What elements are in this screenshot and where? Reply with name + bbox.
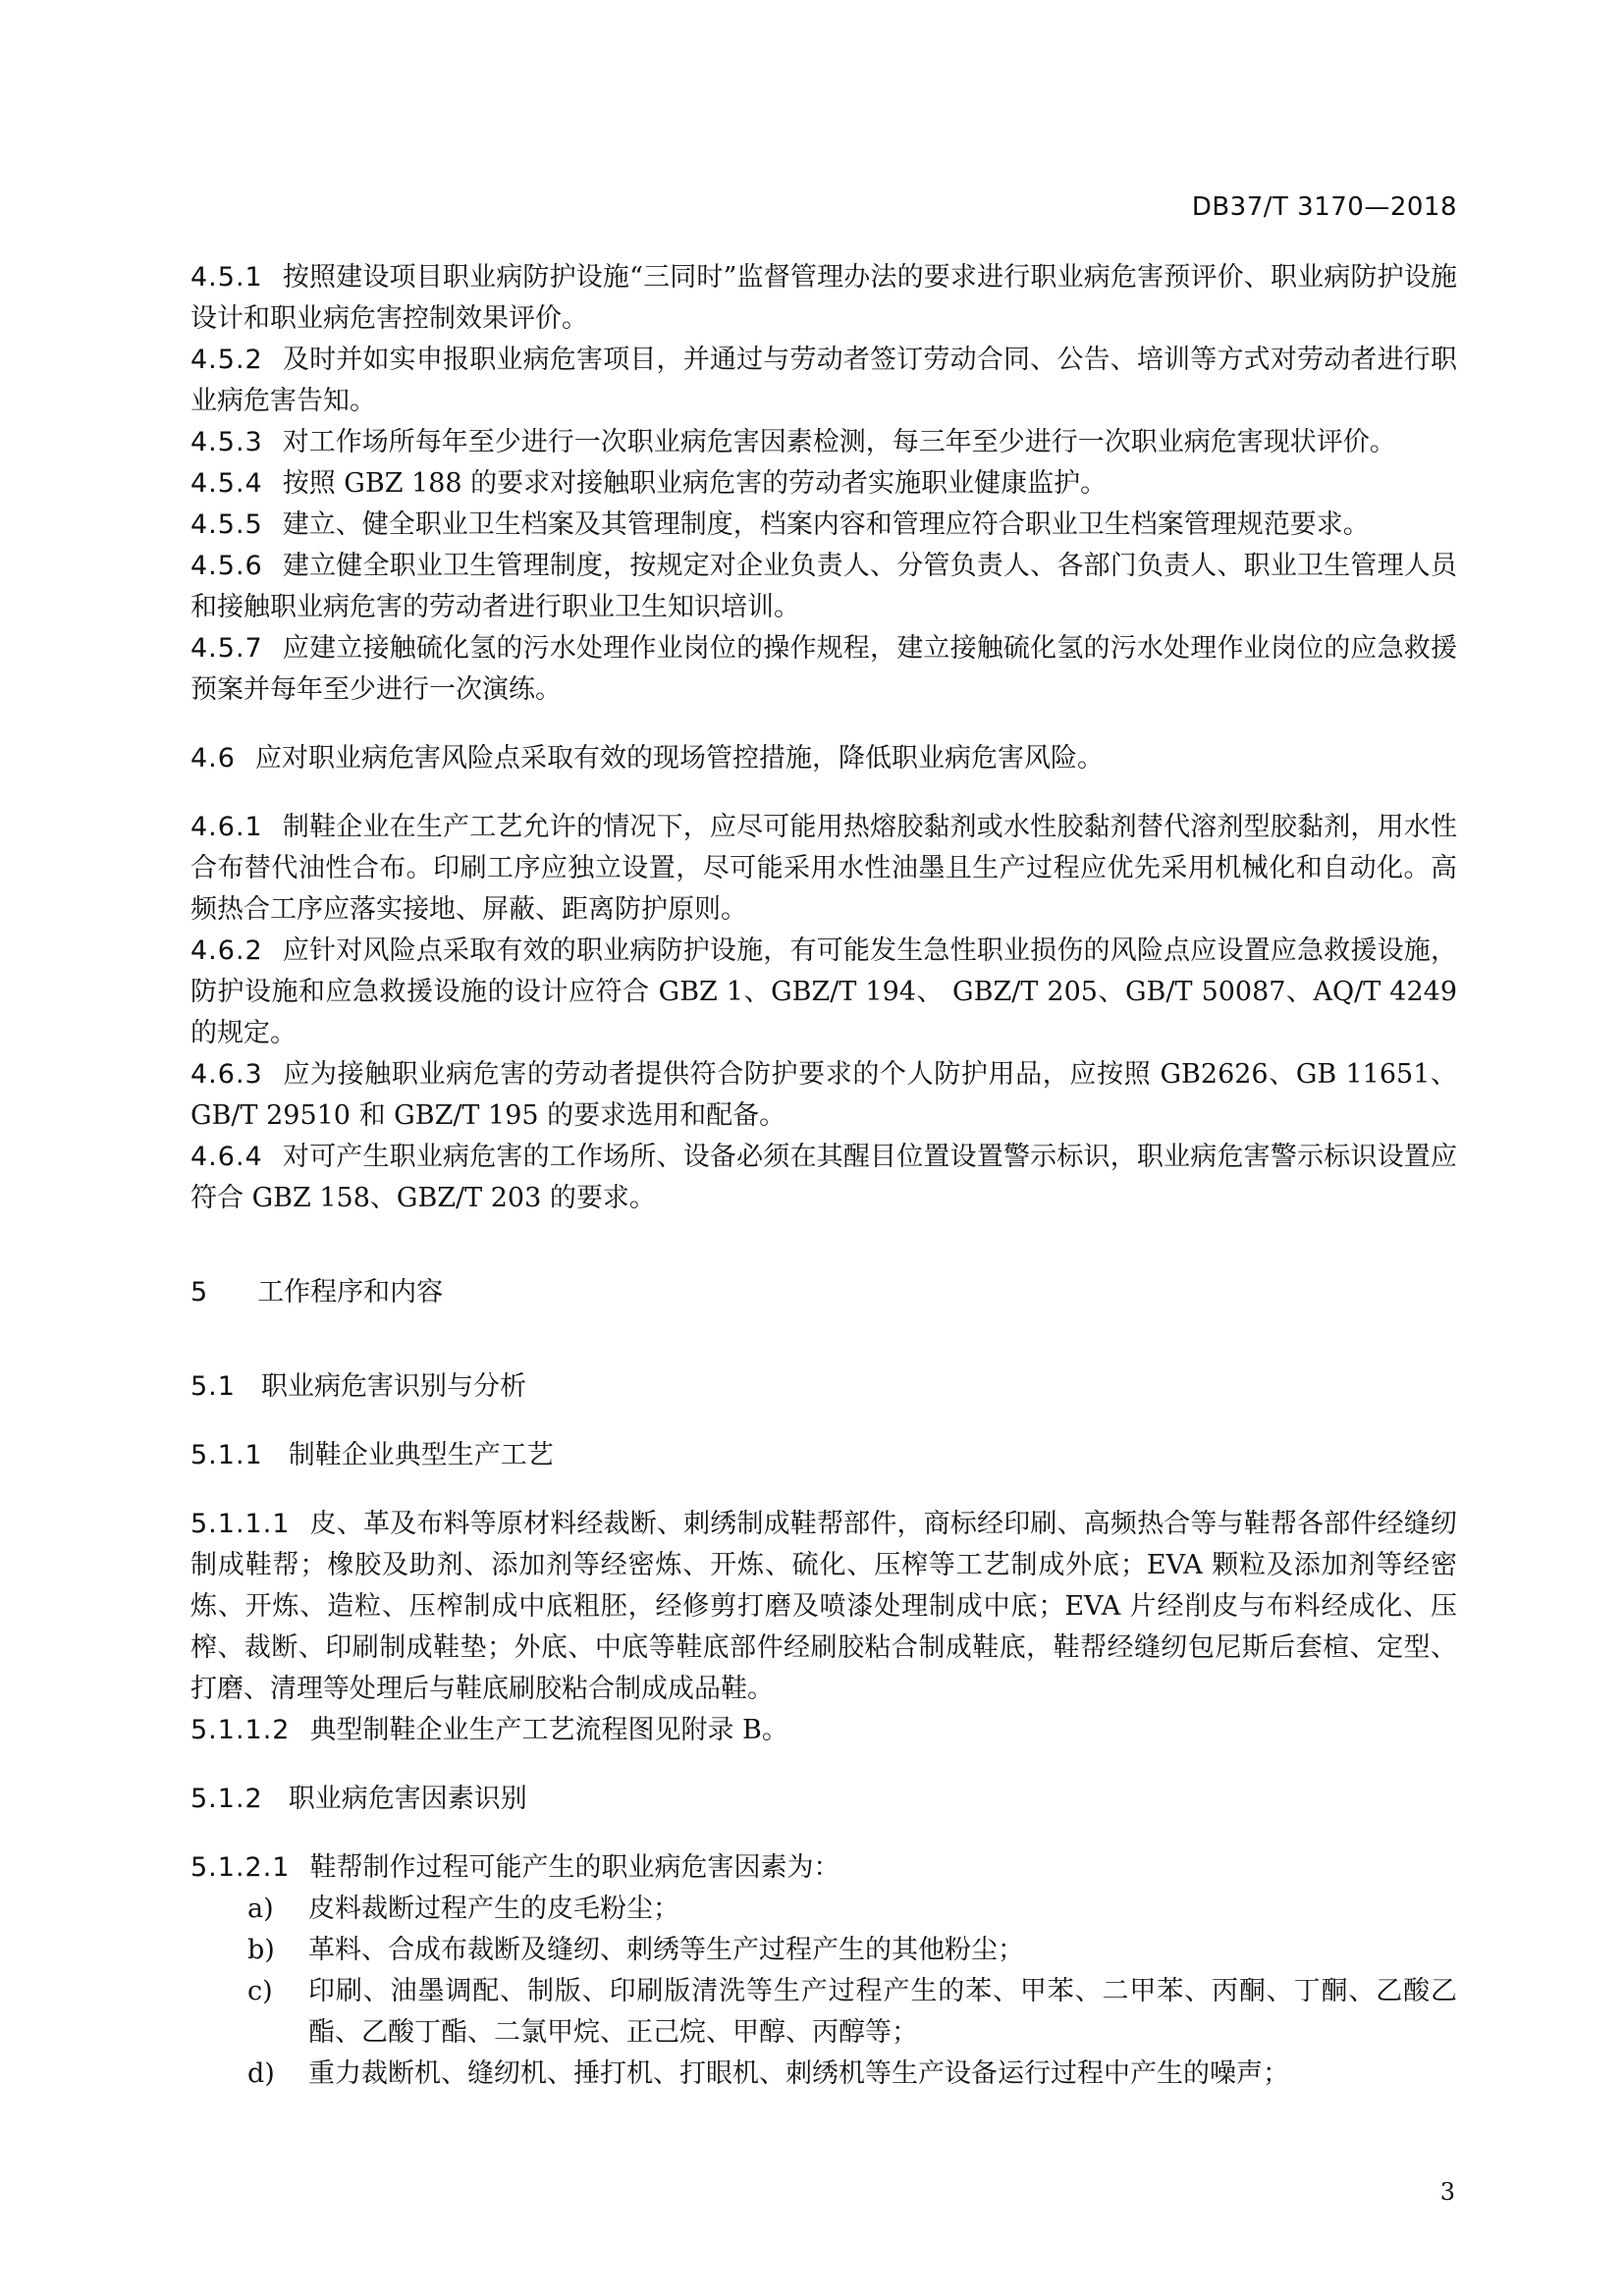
clause-4-6-4: 4.6.4 对可产生职业病危害的工作场所、设备必须在其醒目位置设置警示标识，职业病危害警示标识设置应符合 GBZ 158、GBZ/T 203 的要求。 xyxy=(190,1142,1457,1213)
clause-4-5-3: 4.5.3 对工作场所每年至少进行一次职业病危害因素检测，每三年至少进行一次职业病危害现状评价。 xyxy=(190,427,1396,457)
list-item: d) 重力裁断机、缝纫机、捶打机、打眼机、刺绣机等生产设备运行过程中产生的噪声； xyxy=(247,2058,1289,2089)
section-5-1-1-heading: 5.1.1 制鞋企业典型生产工艺 xyxy=(190,1440,554,1470)
document-body xyxy=(190,257,1457,2095)
spacer xyxy=(190,711,1457,738)
clause-4-6-3: 4.6.3 应为接触职业病危害的劳动者提供符合防护要求的个人防护用品，应按照 GB2626、GB 11651、GB/T 29510 和 GBZ/T 195 的要求选用和配备。 xyxy=(190,1059,1457,1131)
clause-5-1-2-1: 5.1.2.1 鞋帮制作过程可能产生的职业病危害因素为： xyxy=(190,1852,840,1883)
list-item: b) 革料、合成布裁断及缝纫、刺绣等生产过程产生的其他粉尘； xyxy=(247,1935,1024,1965)
spacer xyxy=(190,1751,1457,1779)
spacer xyxy=(190,1408,1457,1435)
section-5-1-heading: 5.1 职业病危害识别与分析 xyxy=(190,1371,526,1402)
clause-4-5-4: 4.5.4 按照 GBZ 188 的要求对接触职业病危害的劳动者实施职业健康监护。 xyxy=(190,468,1108,499)
spacer xyxy=(190,1476,1457,1504)
hazard-list xyxy=(190,1889,1457,2095)
clause-4-5-6: 4.5.6 建立健全职业卫生管理制度，按规定对企业负责人、分管负责人、各部门负责人、职业卫生管理人员和接触职业病危害的劳动者进行职业卫生知识培训。 xyxy=(190,551,1457,622)
list-item: a) 皮料裁断过程产生的皮毛粉尘； xyxy=(247,1894,679,1924)
list-item: c) 印刷、油墨调配、制版、印刷版清洗等生产过程产生的苯、甲苯、二甲苯、丙酮、丁酮、乙酸乙酯、乙酸丁酯、二氯甲烷、正己烷、甲醇、丙醇等； xyxy=(247,1976,1457,2048)
clause-5-1-1-2: 5.1.1.2 典型制鞋企业生产工艺流程图见附录 B。 xyxy=(190,1715,788,1745)
section-5-heading: 5 工作程序和内容 xyxy=(190,1277,444,1308)
section-5-1-2-heading: 5.1.2 职业病危害因素识别 xyxy=(190,1784,527,1814)
clause-4-6: 4.6 应对职业病危害风险点采取有效的现场管控措施，降低职业病危害风险。 xyxy=(190,743,1104,774)
clause-4-5-7: 4.5.7 应建立接触硫化氢的污水处理作业岗位的操作规程，建立接触硫化氢的污水处理作业岗位的应急救援预案并每年至少进行一次演练。 xyxy=(190,633,1457,705)
clause-4-5-1: 4.5.1 按照建设项目职业病防护设施“三同时”监督管理办法的要求进行职业病危害预评价、职业病防护设施设计和职业病危害控制效果评价。 xyxy=(190,262,1457,334)
spacer xyxy=(190,1820,1457,1847)
clause-4-6-1: 4.6.1 制鞋企业在生产工艺允许的情况下，应尽可能用热熔胶黏剂或水性胶黏剂替代溶剂型胶黏剂，用水性合布替代油性合布。印刷工序应独立设置，尽可能采用水性油墨且生产过程应优先采用机械化和自动化。高频热合工序应落实接地、屏蔽、距离防护原则。 xyxy=(190,812,1457,925)
clause-4-6-2: 4.6.2 应针对风险点采取有效的职业病防护设施，有可能发生急性职业损伤的风险点应设置应急救援设施，防护设施和应急救援设施的设计应符合 GBZ 1、GBZ/T 194、 GBZ/T 205、GB/T 50087、AQ/T 4249 的规定。 xyxy=(190,935,1457,1048)
clause-4-5-5: 4.5.5 建立、健全职业卫生档案及其管理制度，档案内容和管理应符合职业卫生档案管理规范要求。 xyxy=(190,509,1370,540)
clause-5-1-1-1: 5.1.1.1 皮、革及布料等原材料经裁断、刺绣制成鞋帮部件，商标经印刷、高频热合等与鞋帮各部件经缝纫制成鞋帮；橡胶及助剂、添加剂等经密炼、开炼、硫化、压榨等工艺制成外底；EVA 颗粒及添加剂等经密炼、开炼、造粒、压榨制成中底粗胚，经修剪打磨及喷漆处理制成中底；EVA 片经削皮与布料经成化、压榨、裁断、印刷制成鞋垫；外底、中底等鞋底部件经刷胶粘合制成鞋底，鞋帮经缝纫包尼斯后套楦、定型、打磨、清理等处理后与鞋底刷胶粘合制成成品鞋。 xyxy=(190,1509,1457,1704)
spacer xyxy=(190,1219,1457,1272)
clause-4-5-2: 4.5.2 及时并如实申报职业病危害项目，并通过与劳动者签订劳动合同、公告、培训等方式对劳动者进行职业病危害告知。 xyxy=(190,345,1457,416)
spacer xyxy=(190,1313,1457,1366)
page-number: 3 xyxy=(1439,2178,1455,2206)
standard-code: DB37/T 3170—2018 xyxy=(1191,192,1457,222)
spacer xyxy=(190,779,1457,807)
